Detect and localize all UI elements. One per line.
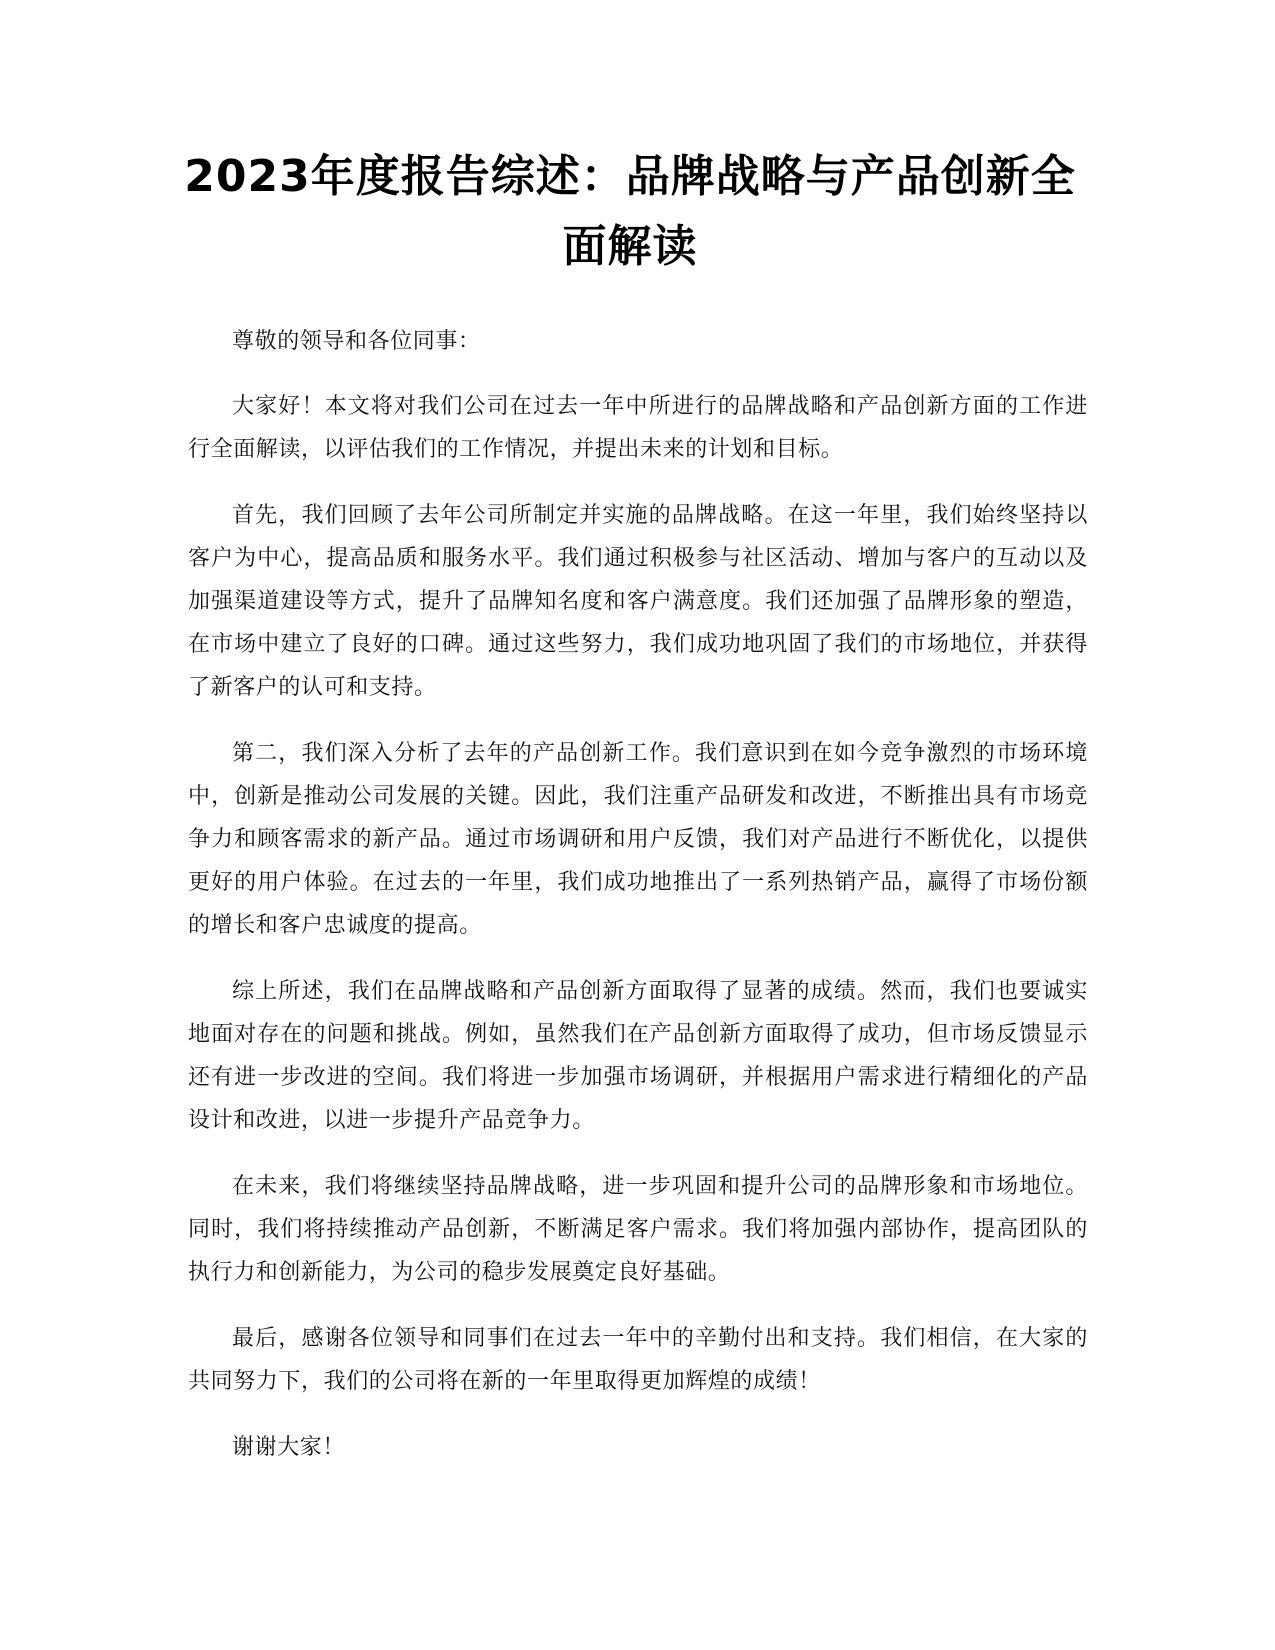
- salutation-paragraph: 尊敬的领导和各位同事：: [232, 329, 481, 354]
- product-innovation-paragraph: 第二，我们深入分析了去年的产品创新工作。我们意识到在如今竞争激烈的市场环境中，创新是推动公司发展的关键。因此，我们注重产品研发和改进，不断推出具有市场竞争力和顾客需求的新产品。通过市场调研和用户反馈，我们对产品进行不断优化，以提供更好的用户体验。在过去的一年里，我们成功地推出了一系列热销产品，赢得了市场份额的增长和客户忠诚度的提高。: [188, 741, 1088, 938]
- document-body: [188, 320, 1088, 1492]
- closing-paragraph: 谢谢大家！: [232, 1435, 346, 1460]
- future-plans-paragraph: 在未来，我们将继续坚持品牌战略，进一步巩固和提升公司的品牌形象和市场地位。同时，我们将持续推动产品创新，不断满足客户需求。我们将加强内部协作，提高团队的执行力和创新能力，为公司的稳步发展奠定良好基础。: [188, 1174, 1088, 1285]
- thanks-paragraph: 最后，感谢各位领导和同事们在过去一年中的辛勤付出和支持。我们相信，在大家的共同努力下，我们的公司将在新的一年里取得更加辉煌的成绩！: [188, 1326, 1088, 1394]
- brand-strategy-paragraph: 首先，我们回顾了去年公司所制定并实施的品牌战略。在这一年里，我们始终坚持以客户为中心，提高品质和服务水平。我们通过积极参与社区活动、增加与客户的互动以及加强渠道建设等方式，提升了品牌知名度和客户满意度。我们还加强了品牌形象的塑造，在市场中建立了良好的口碑。通过这些努力，我们成功地巩固了我们的市场地位，并获得了新客户的认可和支持。: [188, 503, 1088, 700]
- intro-paragraph: 大家好！本文将对我们公司在过去一年中所进行的品牌战略和产品创新方面的工作进行全面解读，以评估我们的工作情况，并提出未来的计划和目标。: [188, 394, 1088, 462]
- document-title: 2023年度报告综述：品牌战略与产品创新全面解读: [184, 151, 1076, 272]
- summary-paragraph: 综上所述，我们在品牌战略和产品创新方面取得了显著的成绩。然而，我们也要诚实地面对存在的问题和挑战。例如，虽然我们在产品创新方面取得了成功，但市场反馈显示还有进一步改进的空间。我们将进一步加强市场调研，并根据用户需求进行精细化的产品设计和改进，以进一步提升产品竞争力。: [188, 979, 1088, 1133]
